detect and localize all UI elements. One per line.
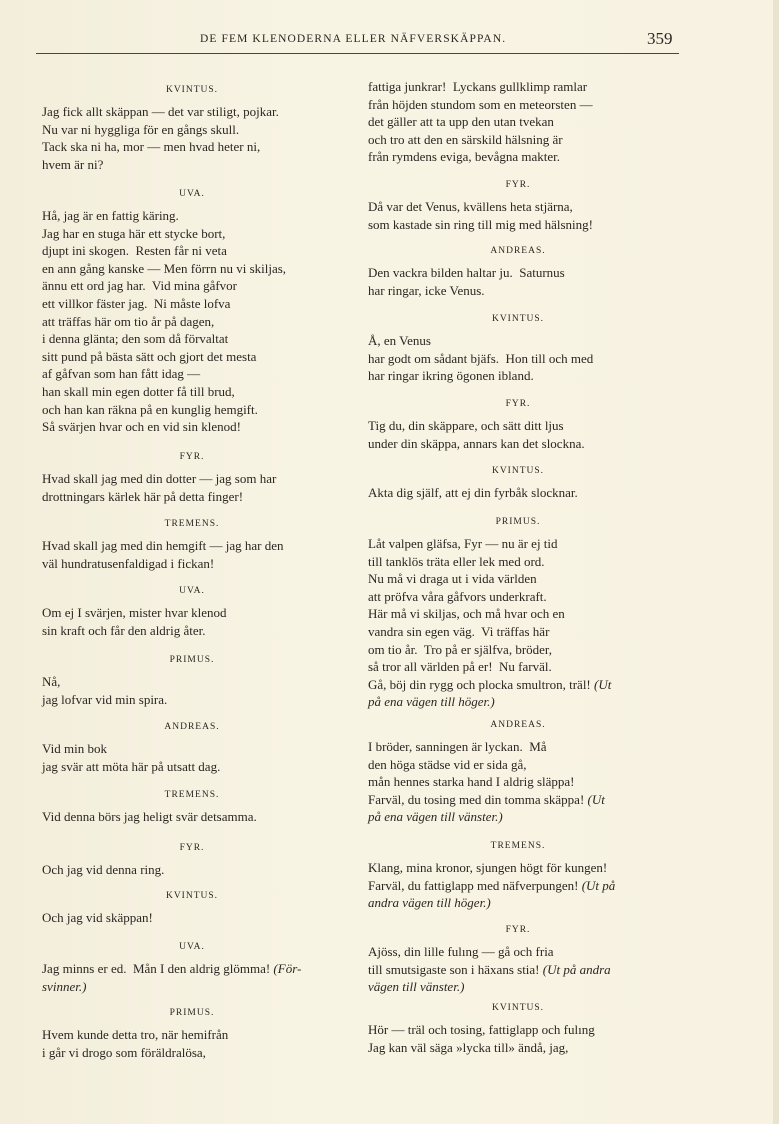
speaker-name: UVA. xyxy=(179,942,205,952)
speaker-name: KVINTUS. xyxy=(165,891,219,901)
line-text: Och jag vid skäppan! xyxy=(42,910,153,925)
speaker-name: PRIMUS. xyxy=(169,1008,215,1018)
line-text: en ann gång kanske — Men förrn nu vi skiljas, xyxy=(42,260,287,276)
line-text: af gåfvan som han fått idag — xyxy=(42,366,201,382)
line-text: Hör — träl och tosing, fattiglapp och fulıng xyxy=(368,1022,595,1037)
speaker-name: FYR. xyxy=(505,399,531,409)
verse-line xyxy=(368,332,668,350)
line-text: sin kraft och får den aldrig åter. xyxy=(42,622,206,638)
line-text: I bröder, sanningen är lyckan. Må xyxy=(368,739,547,754)
page-number: 359 xyxy=(647,29,673,48)
verse-line xyxy=(368,417,668,435)
verse-line xyxy=(42,103,342,121)
line-text: Vid denna börs jag heligt svär detsamma. xyxy=(42,809,257,824)
stage-direction: på ena vägen till vänster.) xyxy=(368,809,503,825)
line-text: Jag har en stuga här ett stycke bort, xyxy=(42,225,226,241)
dialogue-block xyxy=(42,450,342,505)
line-text: hvem är ni? xyxy=(42,156,104,172)
verse-line xyxy=(42,242,342,260)
line-text: har ringar, icke Venus. xyxy=(368,282,485,298)
verse-line xyxy=(42,348,342,366)
verse-line xyxy=(42,121,342,139)
speaker-name: FYR. xyxy=(179,843,205,853)
verse-line xyxy=(42,978,342,996)
stage-direction: (Ut på xyxy=(581,877,616,893)
verse-line xyxy=(42,861,342,879)
line-text: den höga städse vid er sida gå, xyxy=(368,756,527,772)
line-text: ännu ett ord jag har. Vid mina gåfvor xyxy=(42,278,238,294)
verse-line xyxy=(42,909,342,927)
line-text: Så svärjen hvar och en vid sin klenod! xyxy=(42,419,241,435)
dialogue-block xyxy=(42,720,342,775)
verse-line xyxy=(368,350,668,368)
verse-line xyxy=(42,555,342,573)
line-text: Nu var ni hyggliga för en gångs skull. xyxy=(42,121,240,137)
verse-line xyxy=(368,808,668,826)
verse-line xyxy=(368,113,668,131)
verse-line xyxy=(368,96,668,114)
verse-line xyxy=(42,138,342,156)
speaker-name: FYR. xyxy=(505,180,531,190)
verse-line xyxy=(368,978,668,996)
verse-line xyxy=(42,808,342,826)
verse-line xyxy=(368,78,668,96)
verse-line xyxy=(368,738,668,756)
line-text: Gå, böj din rygg och plocka smultron, träl! xyxy=(368,676,595,692)
speaker-name: KVINTUS. xyxy=(491,314,545,324)
line-text: Farväl, du fattiglapp med näfverpungen! xyxy=(368,877,582,893)
line-text: Hvem kunde detta tro, när hemifrån xyxy=(42,1027,229,1042)
line-text: mån hennes starka hand I aldrig släppa! xyxy=(368,774,575,790)
line-text: Låt valpen gläfsa, Fyr — nu är ej tid xyxy=(368,536,558,551)
verse-line xyxy=(368,484,668,502)
speaker-name: FYR. xyxy=(179,452,205,462)
line-text: Å, en Venus xyxy=(368,333,431,348)
line-text: vandra sin egen väg. Vi träffas här xyxy=(368,623,550,639)
line-text: Och jag vid denna ring. xyxy=(42,862,165,877)
verse-line xyxy=(368,588,668,606)
line-text: Klang, mina kronor, sjungen högt för kungen! xyxy=(368,860,608,875)
verse-line xyxy=(42,295,342,313)
dialogue-block xyxy=(42,841,342,879)
verse-line xyxy=(42,960,342,978)
line-text: Den vackra bilden haltar ju. Saturnus xyxy=(368,265,565,280)
verse-line xyxy=(42,401,342,419)
verse-line xyxy=(42,225,342,243)
speaker-name: TREMENS. xyxy=(164,519,220,529)
line-text: till smutsigaste son i häxans stia! xyxy=(368,961,543,977)
verse-line xyxy=(42,207,342,225)
speaker-name xyxy=(368,58,668,78)
line-text: Jag minns er ed. Mån I den aldrig glömma! xyxy=(42,961,274,976)
stage-direction: (Ut xyxy=(587,791,605,807)
dialogue-block xyxy=(368,244,668,299)
dialogue-block xyxy=(42,584,342,639)
verse-line xyxy=(368,605,668,623)
line-text: har ringar ikring ögonen ibland. xyxy=(368,368,534,384)
verse-line xyxy=(42,604,342,622)
dialogue-block xyxy=(42,517,342,572)
verse-line xyxy=(42,622,342,640)
verse-line xyxy=(42,330,342,348)
speaker-name: PRIMUS. xyxy=(169,655,215,665)
dialogue-block xyxy=(368,1001,668,1056)
line-text: att träffas här om tio år på dagen, xyxy=(42,313,215,329)
line-text: sitt pund på bästa sätt och gjort det mesta xyxy=(42,348,257,364)
stage-direction: (För- xyxy=(273,961,302,976)
line-text: jag svär att möta här på utsatt dag. xyxy=(42,758,221,774)
verse-line xyxy=(368,641,668,659)
dialogue-block xyxy=(42,788,342,826)
line-text: så tror all världen på er! Nu farväl. xyxy=(368,659,552,675)
verse-line xyxy=(368,773,668,791)
line-text: till tanklös träta eller lek med ord. xyxy=(368,553,545,569)
verse-line xyxy=(368,435,668,453)
verse-line xyxy=(368,198,668,216)
verse-line xyxy=(42,383,342,401)
line-text: Akta dig själf, att ej din fyrbåk slocknar. xyxy=(368,485,578,500)
speaker-name: UVA. xyxy=(179,189,205,199)
verse-line xyxy=(368,943,668,961)
line-text: Tig du, din skäppare, och sätt ditt ljus xyxy=(368,418,564,433)
verse-line xyxy=(42,673,342,691)
stage-direction: vägen till vänster.) xyxy=(368,979,465,995)
line-text: om tio år. Tro på er själfva, bröder, xyxy=(368,641,552,657)
verse-line xyxy=(368,1039,668,1057)
verse-line xyxy=(368,859,668,877)
dialogue-block xyxy=(42,889,342,927)
line-text: Jag kan väl säga »lycka till» ändå, jag, xyxy=(368,1039,569,1055)
speaker-name: PRIMUS. xyxy=(495,517,541,527)
verse-line xyxy=(42,470,342,488)
line-text: drottningars kärlek här på detta finger! xyxy=(42,488,244,504)
verse-line xyxy=(368,535,668,553)
line-text: Hvad skall jag med din dotter — jag som har xyxy=(42,471,277,486)
speaker-name: ANDREAS. xyxy=(490,246,546,256)
line-text: och han kan räkna på en kunglig hemgift. xyxy=(42,401,258,417)
verse-line xyxy=(368,877,668,895)
line-text: Farväl, du tosing med din tomma skäppa! xyxy=(368,791,588,807)
speaker-name: FYR. xyxy=(505,925,531,935)
line-text: han skall min egen dotter få till brud, xyxy=(42,383,235,399)
dialogue-block xyxy=(368,515,668,711)
dialogue-block xyxy=(42,653,342,708)
stage-direction: (Ut på andra xyxy=(542,961,611,977)
dialogue-block xyxy=(368,839,668,912)
verse-line xyxy=(42,365,342,383)
verse-line xyxy=(368,676,668,694)
verse-line xyxy=(42,740,342,758)
line-text: jag lofvar vid min spira. xyxy=(42,691,168,707)
dialogue-block xyxy=(368,312,668,385)
stage-direction: svinner.) xyxy=(42,978,87,994)
speaker-name: TREMENS. xyxy=(490,841,546,851)
line-text: djupt ini skogen. Resten får ni veta xyxy=(42,243,227,259)
line-text: Om ej I svärjen, mister hvar klenod xyxy=(42,605,227,620)
verse-line xyxy=(368,148,668,166)
dialogue-block xyxy=(368,718,668,826)
line-text: Nu må vi draga ut i vida världen xyxy=(368,571,537,587)
verse-line xyxy=(368,756,668,774)
verse-line xyxy=(42,277,342,295)
verse-line xyxy=(368,282,668,300)
verse-line xyxy=(368,961,668,979)
line-text: har godt om sådant bjäfs. Hon till och med xyxy=(368,350,594,366)
dialogue-block xyxy=(42,1006,342,1061)
line-text: att pröfva våra gåfvors underkraft. xyxy=(368,588,547,604)
speaker-name: KVINTUS. xyxy=(491,466,545,476)
line-text: under din skäppa, annars kan det slockna. xyxy=(368,435,585,451)
verse-line xyxy=(368,570,668,588)
line-text: från rymdens eviga, bevågna makter. xyxy=(368,149,561,165)
verse-line xyxy=(368,264,668,282)
verse-line xyxy=(42,418,342,436)
line-text: Hvad skall jag med din hemgift — jag har den xyxy=(42,538,284,553)
speaker-name: TREMENS. xyxy=(164,790,220,800)
line-text: Här må vi skiljas, och må hvar och en xyxy=(368,606,565,622)
line-text: Vid min bok xyxy=(42,741,107,756)
verse-line xyxy=(368,553,668,571)
verse-line xyxy=(368,1021,668,1039)
speaker-name: KVINTUS. xyxy=(491,1003,545,1013)
verse-line xyxy=(368,623,668,641)
header-rule xyxy=(36,53,679,54)
verse-line xyxy=(368,216,668,234)
page-edge xyxy=(773,0,779,1124)
line-text: Hå, jag är en fattig käring. xyxy=(42,208,179,223)
verse-line xyxy=(368,693,668,711)
line-text: Jag fick allt skäppan — det var stiligt, pojkar. xyxy=(42,104,279,119)
line-text: från höjden stundom som en meteorsten — xyxy=(368,96,593,112)
stage-direction: andra vägen till höger.) xyxy=(368,895,491,911)
dialogue-block xyxy=(368,397,668,452)
verse-line xyxy=(42,156,342,174)
verse-line xyxy=(368,131,668,149)
line-text: Nå, xyxy=(42,674,61,689)
line-text: Då var det Venus, kvällens heta stjärna, xyxy=(368,199,573,214)
verse-line xyxy=(42,313,342,331)
verse-line xyxy=(42,260,342,278)
verse-line xyxy=(42,1044,342,1062)
dialogue-block xyxy=(368,464,668,502)
stage-direction: på ena vägen till höger.) xyxy=(368,694,495,710)
dialogue-block xyxy=(42,187,342,436)
line-text: Ajöss, din lille fulıng — gå och fria xyxy=(368,944,554,959)
verse-line xyxy=(368,367,668,385)
verse-line xyxy=(42,488,342,506)
running-header: DE FEM KLENODERNA ELLER NÄFVERSKÄPPAN. xyxy=(200,33,507,45)
line-text: och tro att den en särskild hälsning är xyxy=(368,131,563,147)
verse-line xyxy=(368,791,668,809)
verse-line xyxy=(42,537,342,555)
speaker-name: KVINTUS. xyxy=(165,85,219,95)
speaker-name: ANDREAS. xyxy=(164,722,220,732)
line-text: väl hundratusenfaldigad i fickan! xyxy=(42,555,215,571)
verse-line xyxy=(368,894,668,912)
line-text: Tack ska ni ha, mor — men hvad heter ni, xyxy=(42,139,261,155)
line-text: i denna glänta; den som då förvaltat xyxy=(42,331,229,347)
speaker-name: UVA. xyxy=(179,586,205,596)
dialogue-block xyxy=(368,58,668,166)
speaker-name: ANDREAS. xyxy=(490,720,546,730)
line-text: fattiga junkrar! Lyckans gullklimp ramlar xyxy=(368,79,588,94)
verse-line xyxy=(42,691,342,709)
line-text: ett villkor fäster jag. Ni måste lofva xyxy=(42,295,231,311)
line-text: det gäller att ta upp den utan tvekan xyxy=(368,114,554,130)
dialogue-block xyxy=(368,923,668,996)
line-text: som kastade sin ring till mig med hälsning! xyxy=(368,216,593,232)
verse-line xyxy=(368,658,668,676)
line-text: i går vi drogo som föräldralösa, xyxy=(42,1044,206,1060)
stage-direction: (Ut xyxy=(594,676,612,692)
dialogue-block xyxy=(42,940,342,995)
dialogue-block xyxy=(368,178,668,233)
dialogue-block xyxy=(42,83,342,173)
verse-line xyxy=(42,1026,342,1044)
verse-line xyxy=(42,758,342,776)
